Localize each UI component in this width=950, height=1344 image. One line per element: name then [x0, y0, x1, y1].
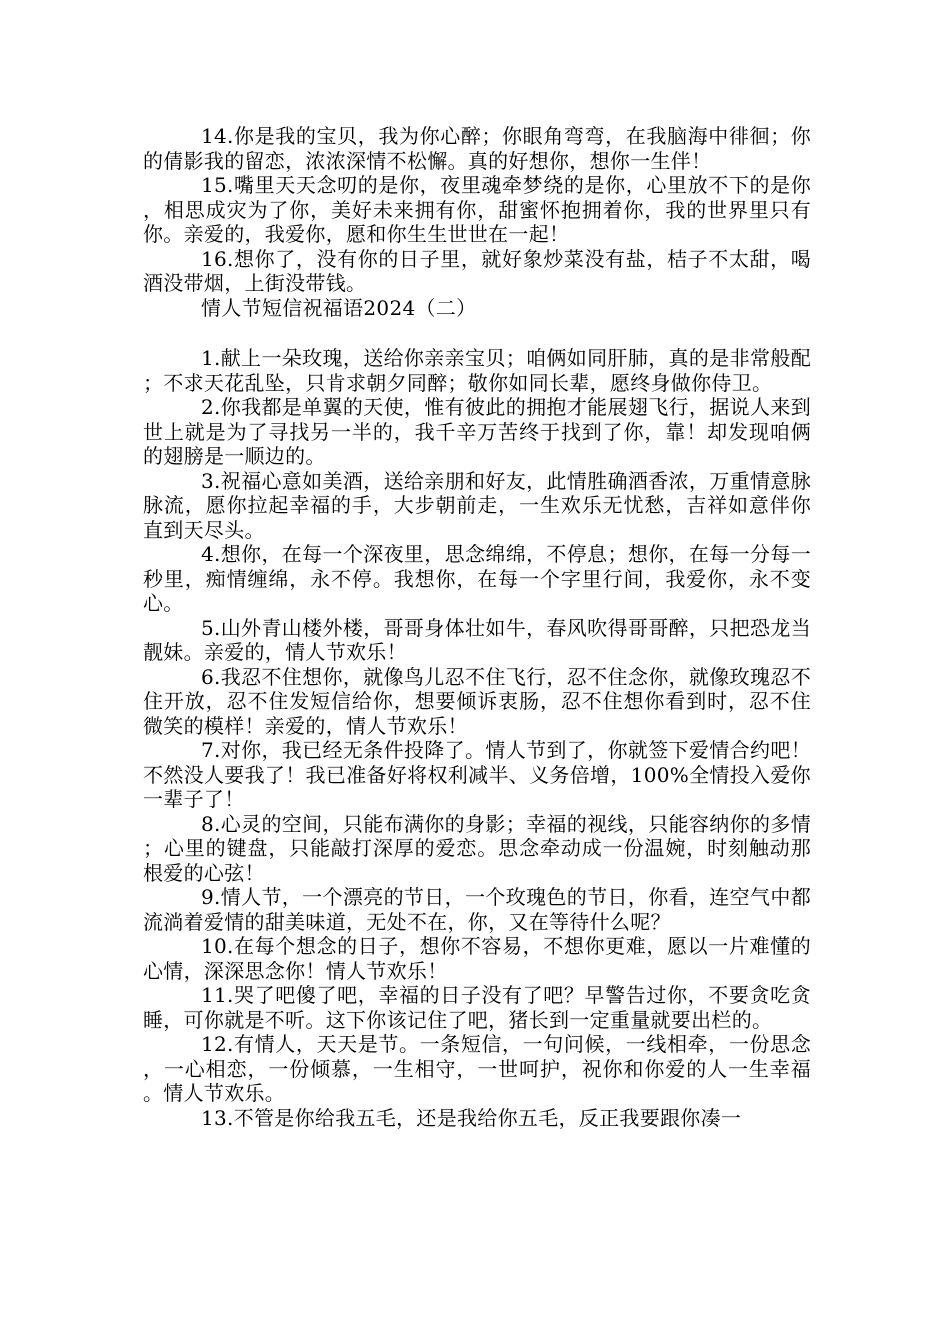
paragraph-2: 2.你我都是单翼的天使，惟有彼此的拥抱才能展翅飞行，据说人来到世上就是为了寻找另一半的，我千辛万苦终于找到了你，靠！却发现咱俩的翅膀是一顺边的。	[143, 395, 811, 468]
paragraph-4: 4.想你，在每一个深夜里，思念绵绵，不停息；想你，在每一分每一秒里，痴情缠绵，永不停。我想你，在每一个字里行间，我爱你，永不变心。	[143, 542, 811, 615]
paragraph-9: 9.情人节，一个漂亮的节日，一个玫瑰色的节日，你看，连空气中都流淌着爱情的甜美味道，无处不在，你，又在等待什么呢？	[143, 885, 811, 934]
paragraph-16: 16.想你了，没有你的日子里，就好象炒菜没有盐，桔子不太甜，喝酒没带烟，上街没带钱。	[143, 246, 811, 295]
paragraph-6: 6.我忍不住想你，就像鸟儿忍不住飞行，忍不住念你，就像玫瑰忍不住开放，忍不住发短信给你，想要倾诉衷肠，忍不住想你看到时，忍不住微笑的模样！亲爱的，情人节欢乐！	[143, 664, 811, 738]
paragraph-8: 8.心灵的空间，只能布满你的身影；幸福的视线，只能容纳你的多情；心里的键盘，只能敲打深厚的爱恋。思念牵动成一份温婉，时刻触动那根爱的心弦！	[143, 811, 811, 885]
paragraph-1: 1.献上一朵玫瑰，送给你亲亲宝贝；咱俩如同肝肺，真的是非常般配；不求天花乱坠，只肯求朝夕同醉；敬你如同长辈，愿终身做你侍卫。	[143, 346, 811, 395]
paragraph-12: 12.有情人，天天是节。一条短信，一句问候，一线相牵，一份思念，一心相恋，一份倾慕，一生相守，一世呵护，祝你和你爱的人一生幸福。情人节欢乐。	[143, 1032, 811, 1105]
paragraph-13: 13.不管是你给我五毛，还是我给你五毛，反正我要跟你凑一	[201, 1105, 742, 1130]
paragraph-14: 14.你是我的宝贝，我为你心醉；你眼角弯弯，在我脑海中徘徊；你的倩影我的留恋，浓浓深情不松懈。真的好想你，想你一生伴！	[143, 124, 811, 173]
paragraph-7: 7.对你，我已经无条件投降了。情人节到了，你就签下爱情合约吧！不然没人要我了！我已准备好将权利减半、义务倍增，100%全情投入爱你一辈子了！	[143, 738, 811, 811]
paragraph-15: 15.嘴里天天念叨的是你，夜里魂牵梦绕的是你，心里放不下的是你，相思成灾为了你，美好未来拥有你，甜蜜怀抱拥着你，我的世界里只有你。亲爱的，我爱你，愿和你生生世世在一起！	[143, 173, 811, 246]
paragraph-5: 5.山外青山楼外楼，哥哥身体壮如牛，春风吹得哥哥醉，只把恐龙当靓妹。亲爱的，情人节欢乐！	[143, 615, 811, 664]
document-body	[143, 124, 811, 1130]
section-heading: 情人节短信祝福语2024（二）	[201, 295, 477, 320]
paragraph-11: 11.哭了吧傻了吧，幸福的日子没有了吧？早警告过你，不要贪吃贪睡，可你就是不听。这下你该记住了吧，猪长到一定重量就要出栏的。	[143, 983, 811, 1032]
paragraph-10: 10.在每个想念的日子，想你不容易，不想你更难，愿以一片难懂的心情，深深思念你！情人节欢乐！	[143, 934, 811, 983]
paragraph-3: 3.祝福心意如美酒，送给亲朋和好友，此情胜确酒香浓，万重情意脉脉流，愿你拉起幸福的手，大步朝前走，一生欢乐无忧愁，吉祥如意伴你直到天尽头。	[143, 468, 811, 542]
